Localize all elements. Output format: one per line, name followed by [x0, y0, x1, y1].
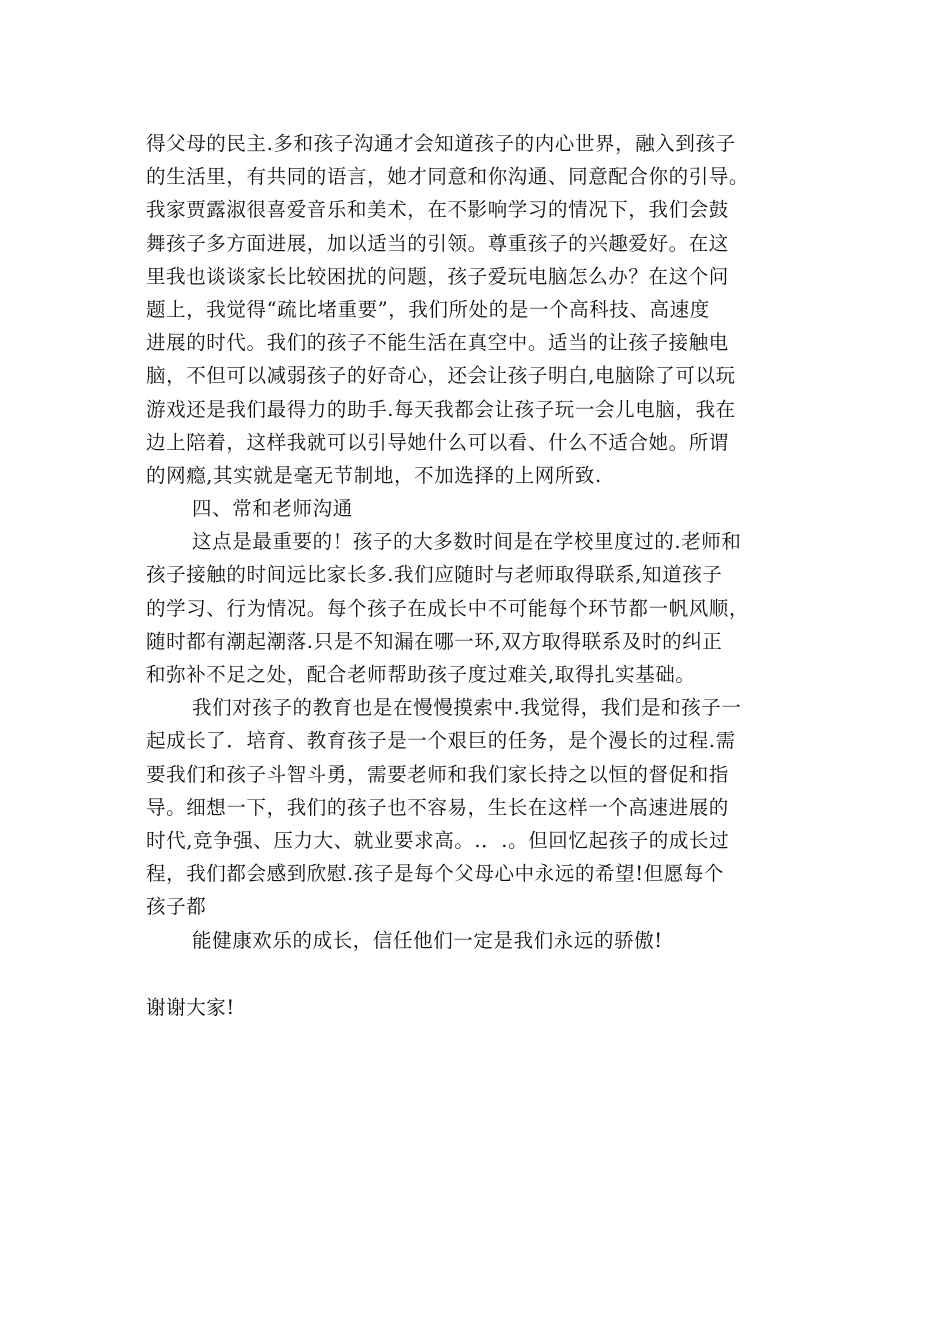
text-line: 脑，不但可以减弱孩子的好奇心，还会让孩子明白,电脑除了可以玩 — [146, 364, 736, 388]
text-line: 我家贾露淑很喜爱音乐和美术，在不影响学习的情况下，我们会鼓 — [146, 198, 729, 222]
text-line: 的生活里，有共同的语言，她才同意和你沟通、同意配合你的引导。 — [146, 165, 750, 189]
text-line: 孩子都 — [146, 895, 207, 919]
text-line: 随时都有潮起潮落.只是不知漏在哪一环,双方取得联系及时的纠正 — [146, 629, 723, 653]
text-line: 我们对孩子的教育也是在慢慢摸索中.我觉得，我们是和孩子一 — [192, 696, 742, 720]
text-line: 游戏还是我们最得力的助手.每天我都会让孩子玩一会儿电脑，我在 — [146, 397, 736, 421]
body-text — [146, 127, 816, 957]
text-line: 边上陪着，这样我就可以引导她什么可以看、什么不适合她。所谓 — [146, 430, 729, 454]
text-line: 的网瘾,其实就是毫无节制地，不加选择的上网所致. — [146, 463, 602, 487]
text-line: 能健康欢乐的成长，信任他们一定是我们永远的骄傲! — [192, 928, 663, 952]
text-line: 里我也谈谈家长比较困扰的问题，孩子爱玩电脑怎么办？在这个问 — [146, 264, 729, 288]
text-line: 得父母的民主.多和孩子沟通才会知道孩子的内心世界，融入到孩子 — [146, 132, 736, 155]
text-line: 题上，我觉得“疏比堵重要”，我们所处的是一个高科技、高速度 — [146, 297, 710, 321]
text-line: 舞孩子多方面进展，加以适当的引领。尊重孩子的兴趣爱好。在这 — [146, 231, 729, 255]
text-line: 要我们和孩子斗智斗勇，需要老师和我们家长持之以恒的督促和指 — [146, 762, 729, 786]
text-line: 这点是最重要的！孩子的大多数时间是在学校里度过的.老师和 — [192, 530, 742, 554]
text-line: 孩子接触的时间远比家长多.我们应随时与老师取得联系,知道孩子 — [146, 563, 723, 587]
text-line: 时代,竞争强、压力大、就业要求高。.．.。但回忆起孩子的成长过 — [146, 828, 730, 852]
section-heading: 四、常和老师沟通 — [192, 497, 353, 521]
text-line: 导。细想一下，我们的孩子也不容易，生长在这样一个高速进展的 — [146, 795, 729, 819]
text-line: 程，我们都会感到欣慰.孩子是每个父母心中永远的希望!但愿每个 — [146, 862, 725, 886]
text-line: 和弥补不足之处，配合老师帮助孩子度过难关,取得扎实基础。 — [146, 663, 696, 686]
text-line: 的学习、行为情况。每个孩子在成长中不可能每个环节都一帆风顺， — [146, 596, 750, 620]
closing-line: 谢谢大家! — [146, 996, 235, 1019]
text-line: 起成长了．培育、教育孩子是一个艰巨的任务，是个漫长的过程.需 — [146, 729, 736, 753]
text-line: 进展的时代。我们的孩子不能生活在真空中。适当的让孩子接触电 — [146, 331, 729, 355]
